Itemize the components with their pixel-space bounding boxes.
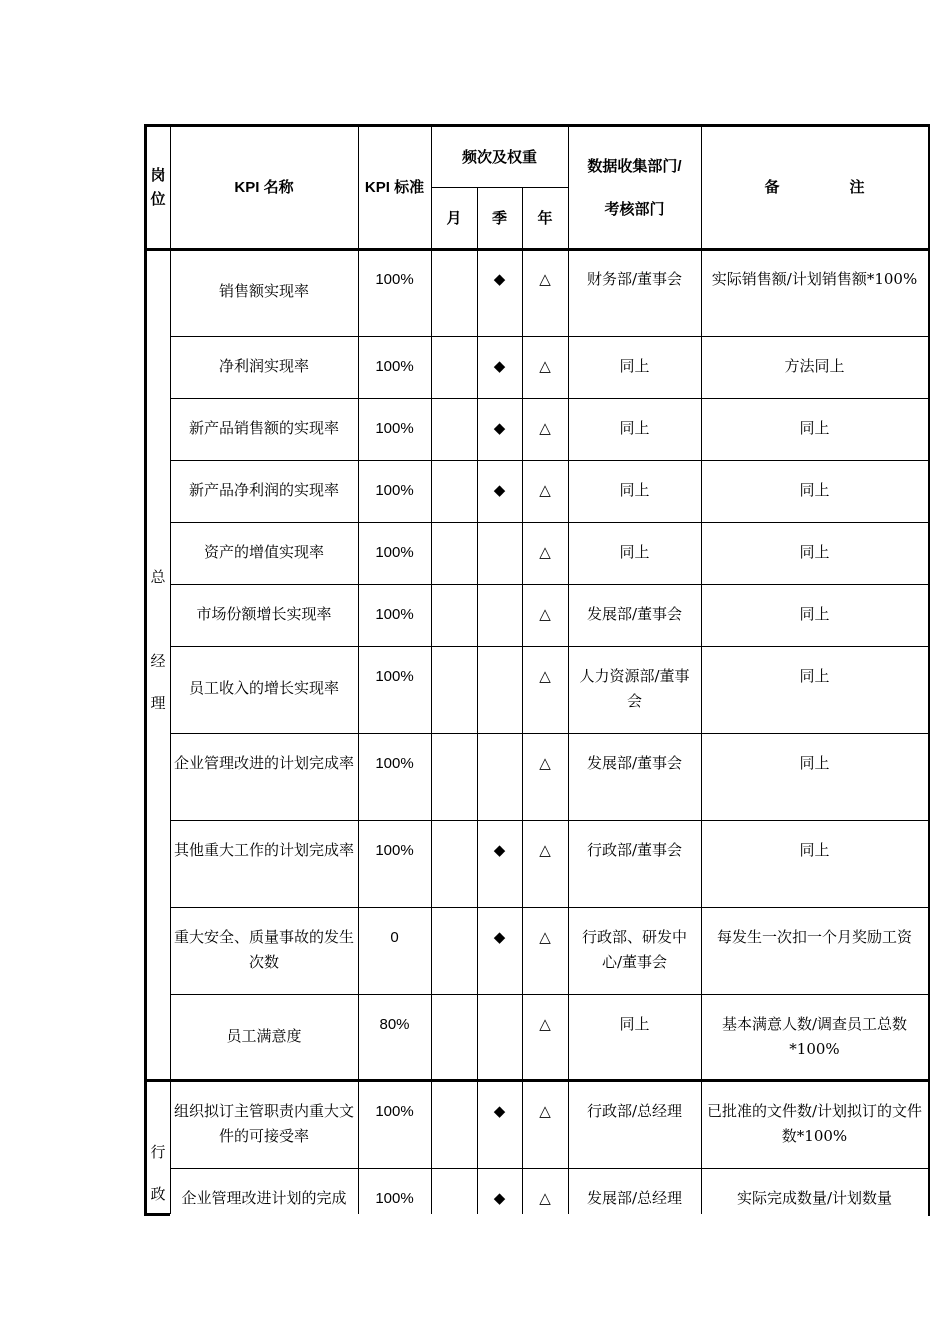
dept-cell: 同上: [619, 481, 650, 499]
month-cell: [435, 907, 473, 992]
row-divider: [170, 584, 928, 585]
header-remarks-1: 备: [764, 179, 780, 196]
month-cell: [435, 584, 473, 644]
column-divider: [701, 126, 702, 1214]
kpi-standard-cell: 100%: [375, 358, 414, 375]
kpi-name-cell: 新产品净利润的实现率: [188, 480, 339, 499]
quarter-cell: ◆: [493, 1189, 506, 1207]
year-cell: △: [539, 841, 551, 859]
group-char: 政: [150, 1185, 166, 1203]
kpi-standard-cell: 100%: [375, 1103, 414, 1120]
year-cell: △: [539, 357, 551, 375]
kpi-standard-cell: 100%: [375, 420, 414, 437]
month-cell: [435, 1081, 473, 1166]
group-char: 行: [150, 1143, 166, 1161]
kpi-name-cell: 员工收入的增长实现率: [188, 679, 339, 697]
row-divider: [170, 994, 928, 995]
header-remarks: [701, 126, 928, 249]
month-cell: [435, 994, 473, 1079]
column-divider: [477, 187, 478, 1214]
kpi-standard-cell: 100%: [375, 668, 414, 685]
header-position-text: 岗位: [150, 166, 166, 208]
remark-cell: 同上: [799, 419, 830, 437]
remark-cell: 同上: [799, 605, 830, 623]
kpi-name-cell: 其他重大工作的计划完成率: [174, 841, 355, 859]
group-label-admin: [146, 1140, 170, 1220]
month-cell: [435, 398, 473, 458]
quarter-cell: ◆: [493, 1102, 506, 1120]
month-cell: [435, 336, 473, 396]
year-cell: △: [539, 481, 551, 499]
kpi-name-cell: 市场份额增长实现率: [196, 604, 332, 623]
dept-cell: 人力资源部/董事会: [579, 667, 690, 710]
quarter-cell: ◆: [493, 481, 506, 499]
year-cell: △: [539, 543, 551, 561]
month-cell: [435, 1168, 473, 1212]
header-kpi-standard: KPI 标准: [364, 179, 425, 196]
quarter-cell: [481, 522, 518, 582]
year-cell: △: [539, 605, 551, 623]
quarter-cell: [481, 584, 518, 644]
header-dept-line1: 数据收集部门/: [587, 157, 682, 175]
kpi-name-cell: 组织拟订主管职责内重大文件的可接受率: [174, 1102, 355, 1145]
remark-cell: 同上: [799, 481, 830, 499]
remark-cell: 方法同上: [784, 357, 845, 375]
month-cell: [435, 522, 473, 582]
quarter-cell: [481, 733, 518, 818]
quarter-cell: ◆: [493, 270, 506, 288]
year-cell: △: [539, 419, 551, 437]
year-cell: △: [539, 667, 551, 685]
month-cell: [435, 820, 473, 905]
dept-cell: 同上: [619, 543, 650, 561]
dept-cell: 行政部、研发中心/董事会: [581, 928, 687, 971]
header-remarks-2: 注: [849, 179, 865, 196]
kpi-standard-cell: 100%: [375, 842, 414, 859]
month-cell: [435, 249, 473, 334]
quarter-cell: ◆: [493, 841, 506, 859]
kpi-standard-cell: 100%: [375, 755, 414, 772]
header-year: 年: [537, 210, 553, 227]
remark-cell: 同上: [799, 841, 830, 859]
month-cell: [435, 733, 473, 818]
year-cell: △: [539, 754, 551, 772]
remark-cell: 每发生一次扣一个月奖励工资: [716, 928, 912, 946]
kpi-name-cell: 企业管理改进计划的完成: [181, 1189, 347, 1207]
year-cell: △: [539, 270, 551, 288]
dept-cell: 行政部/总经理: [586, 1102, 683, 1120]
month-cell: [435, 646, 473, 731]
column-divider: [568, 126, 569, 1214]
row-divider: [170, 733, 928, 734]
group-char: 理: [150, 694, 166, 712]
row-divider: [170, 522, 928, 523]
row-divider: [170, 1168, 928, 1169]
kpi-standard-cell: 80%: [379, 1016, 410, 1033]
dept-cell: 发展部/董事会: [586, 605, 683, 623]
quarter-cell: [481, 646, 518, 731]
remark-cell: 实际完成数量/计划数量: [736, 1189, 893, 1207]
year-cell: △: [539, 1189, 551, 1207]
quarter-cell: [481, 994, 518, 1079]
kpi-standard-cell: 100%: [375, 1190, 414, 1207]
kpi-standard-cell: 100%: [375, 482, 414, 499]
group-label-general-manager: [146, 565, 170, 765]
remark-cell: 同上: [799, 667, 830, 685]
kpi-name-cell: 新产品销售额的实现率: [188, 418, 339, 437]
year-cell: △: [539, 928, 551, 946]
table-top-border: [144, 124, 930, 127]
remark-cell: 已批准的文件数/计划拟订的文件数*100%: [706, 1102, 923, 1145]
header-month: 月: [446, 210, 462, 227]
row-divider: [170, 336, 928, 337]
row-divider: [170, 460, 928, 461]
kpi-name-cell: 资产的增值实现率: [203, 542, 324, 561]
header-quarter: 季: [491, 210, 507, 227]
dept-cell: 发展部/董事会: [586, 754, 683, 772]
kpi-name-cell: 净利润实现率: [218, 356, 309, 375]
header-frequency: 频次及权重: [461, 148, 537, 166]
column-divider: [358, 126, 359, 1214]
table-bottom-stub: [144, 1213, 170, 1216]
table-left-border: [144, 124, 147, 1216]
table-right-border: [928, 124, 930, 1216]
header-bottom-border: [144, 248, 930, 251]
quarter-cell: ◆: [493, 419, 506, 437]
header-position: [146, 126, 170, 249]
row-divider: [170, 398, 928, 399]
quarter-cell: ◆: [493, 357, 506, 375]
remark-cell: 基本满意人数/调查员工总数*100%: [721, 1015, 908, 1058]
kpi-name-cell: 重大安全、质量事故的发生次数: [174, 928, 355, 971]
year-cell: △: [539, 1015, 551, 1033]
group-char: 总: [150, 568, 166, 586]
dept-cell: 同上: [619, 1015, 650, 1033]
dept-cell: 同上: [619, 419, 650, 437]
dept-cell: 行政部/董事会: [586, 841, 683, 859]
remark-cell: 同上: [799, 543, 830, 561]
header-frequency-divider: [431, 187, 568, 188]
group-divider: [144, 1079, 930, 1082]
month-cell: [435, 460, 473, 520]
dept-cell: 财务部/董事会: [586, 270, 683, 288]
year-cell: △: [539, 1102, 551, 1120]
kpi-standard-cell: 0: [390, 929, 399, 946]
kpi-name-cell: 销售额实现率: [218, 282, 309, 300]
group-char: 经: [150, 652, 166, 670]
column-divider: [431, 126, 432, 1214]
remark-cell: 实际销售额/计划销售额*100%: [711, 270, 918, 288]
kpi-name-cell: 员工满意度: [226, 1027, 302, 1045]
header-dept: [568, 126, 701, 249]
column-divider: [522, 187, 523, 1214]
row-divider: [170, 820, 928, 821]
dept-cell: 同上: [619, 357, 650, 375]
dept-cell: 发展部/总经理: [586, 1189, 683, 1207]
column-divider: [170, 126, 171, 1214]
kpi-name-cell: 企业管理改进的计划完成率: [174, 754, 355, 772]
kpi-standard-cell: 100%: [375, 606, 414, 623]
kpi-standard-cell: 100%: [375, 544, 414, 561]
remark-cell: 同上: [799, 754, 830, 772]
header-dept-line2: 考核部门: [604, 200, 665, 218]
header-kpi-name: KPI 名称: [234, 179, 294, 196]
row-divider: [170, 646, 928, 647]
kpi-standard-cell: 100%: [375, 271, 414, 288]
quarter-cell: ◆: [493, 928, 506, 946]
row-divider: [170, 907, 928, 908]
